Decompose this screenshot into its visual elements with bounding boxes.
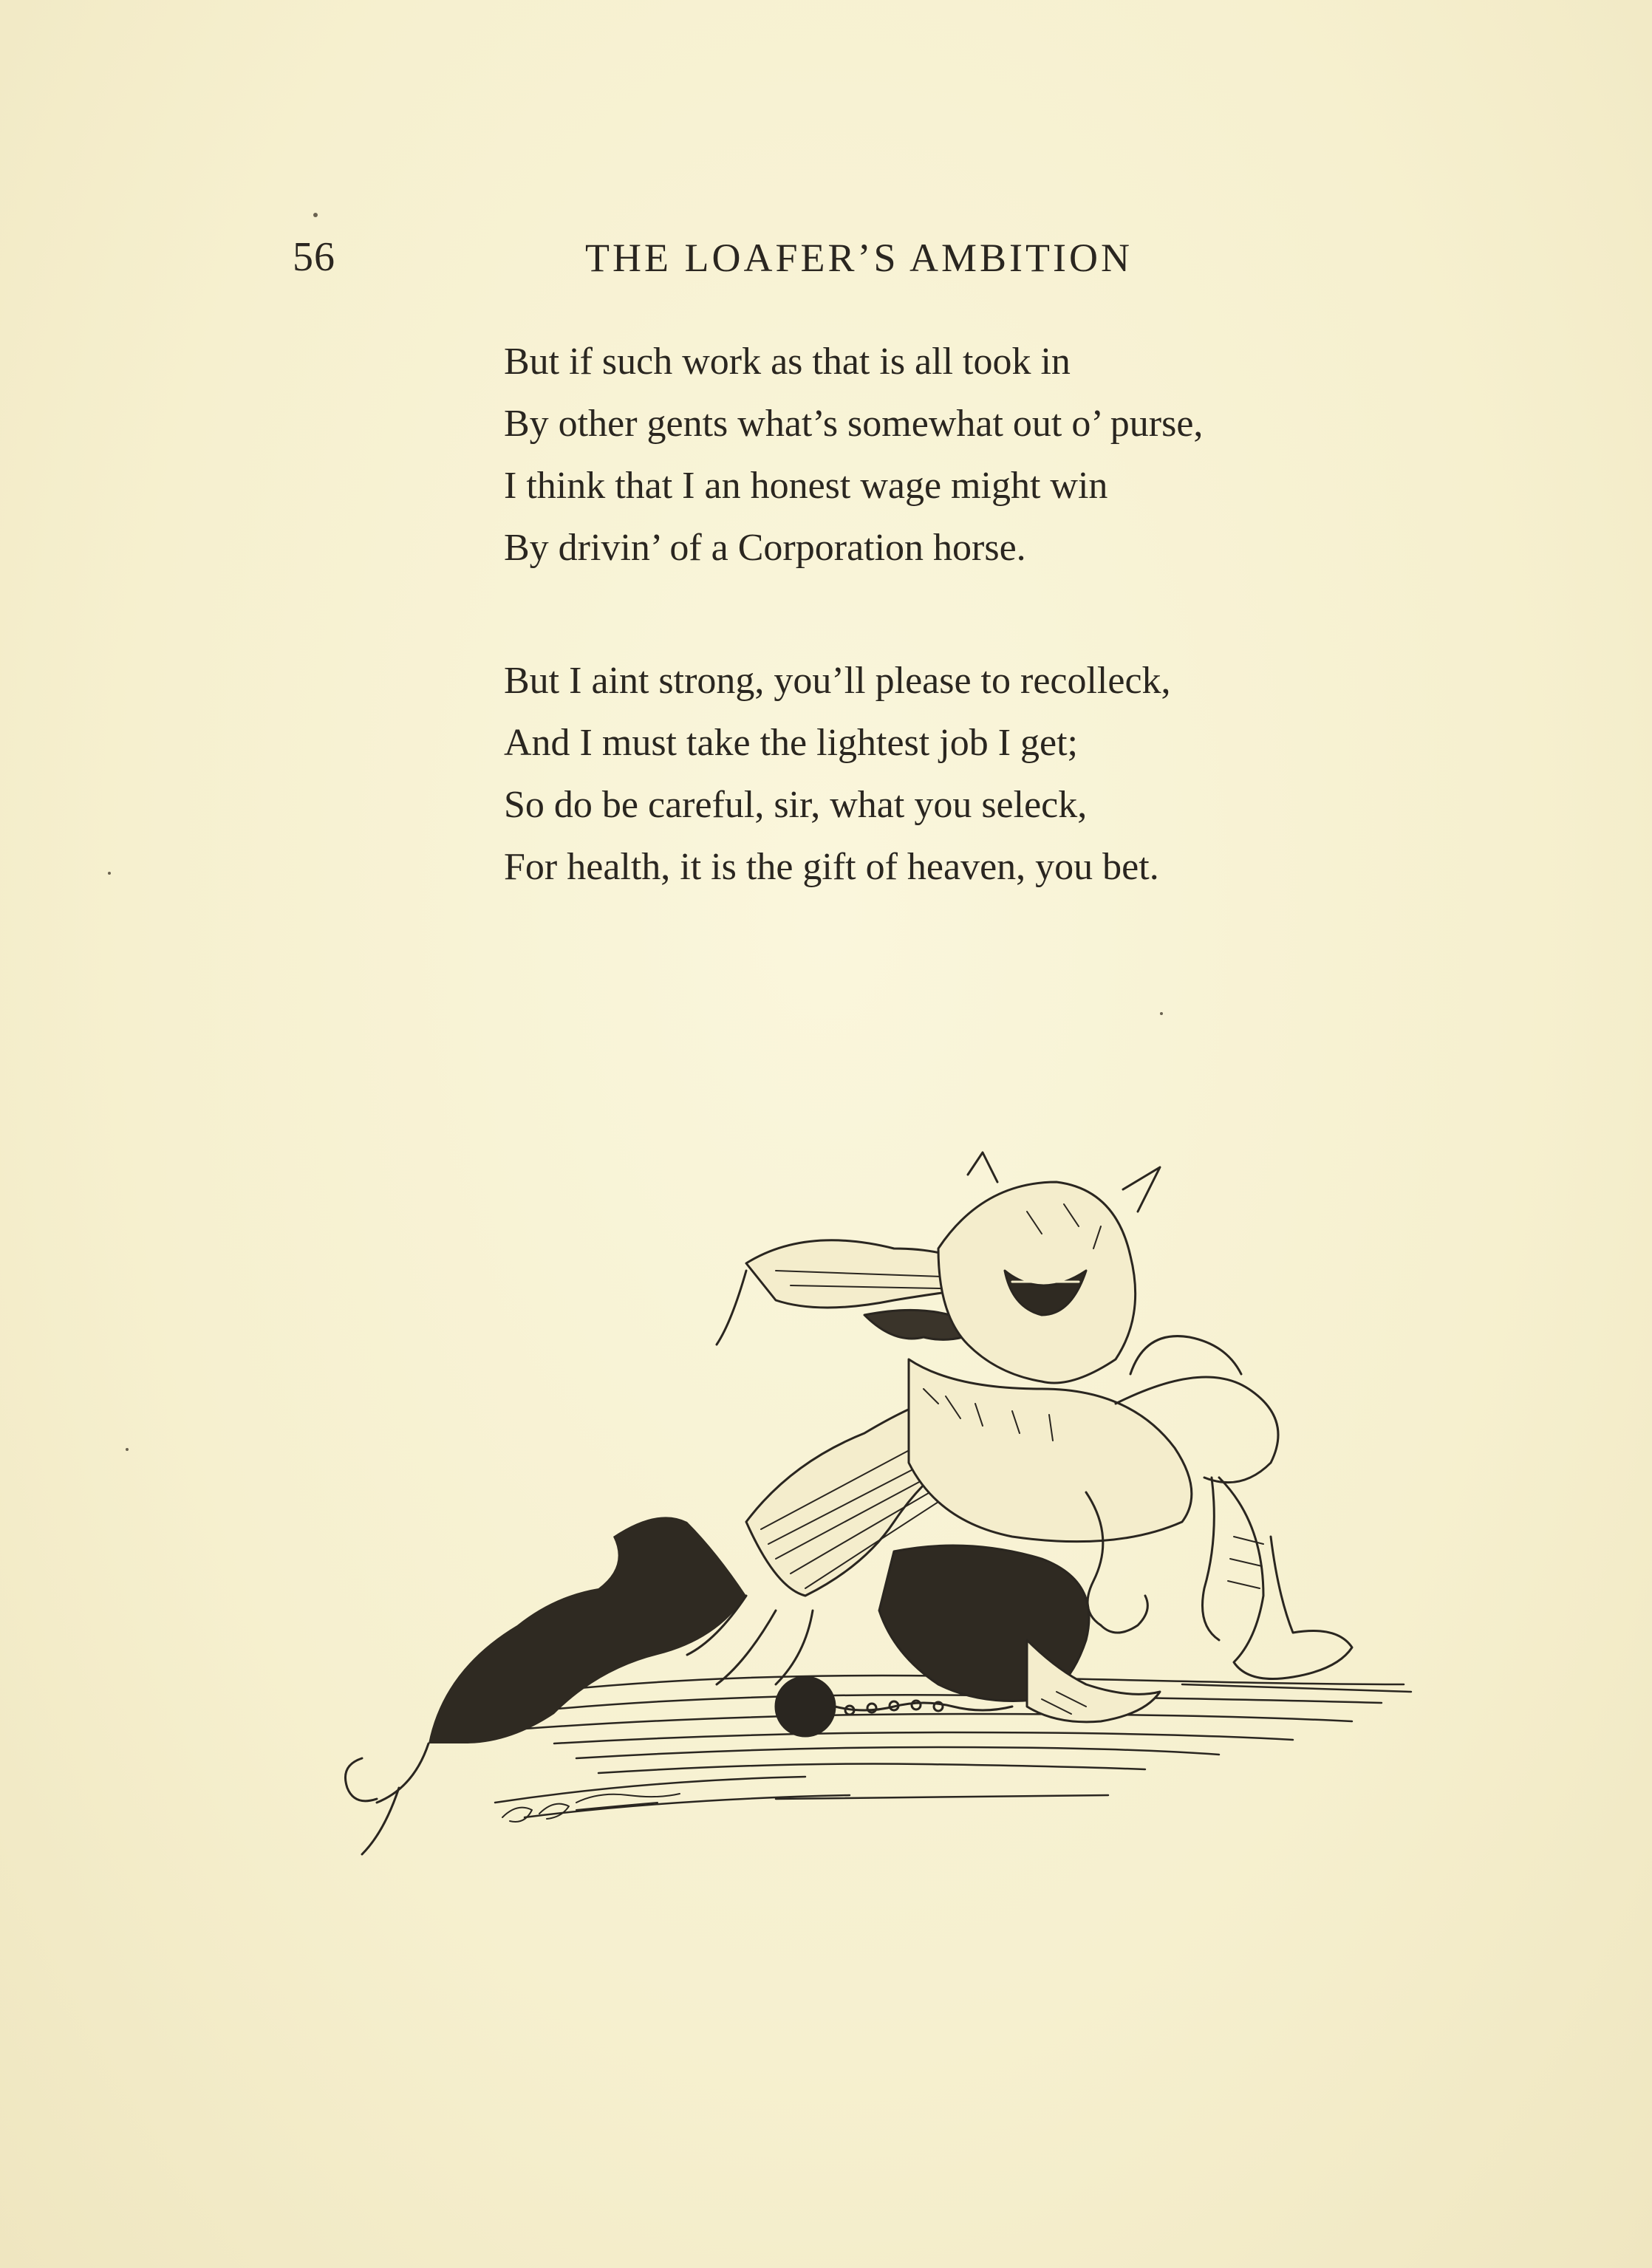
stanza-2: [504, 650, 1390, 898]
verse-line: But if such work as that is all took in: [504, 341, 1071, 383]
paper-speck: [1160, 1012, 1163, 1015]
paper-speck: [313, 213, 318, 217]
verse-line: So do be careful, sir, what you seleck,: [504, 784, 1088, 826]
running-title: THE LOAFER’S AMBITION: [585, 236, 1133, 280]
stanza-1: [504, 331, 1390, 579]
verse-line: For health, it is the gift of heaven, you bet.: [504, 846, 1159, 888]
shadow-mass: [429, 1517, 746, 1743]
paper-speck: [108, 872, 111, 875]
verse-line: I think that I an honest wage might win: [504, 465, 1108, 507]
verse-line: But I aint strong, you’ll please to recolleck,: [504, 660, 1171, 702]
page-number: 56: [293, 234, 335, 280]
loafer-illustration: [332, 1079, 1426, 1862]
verse-line: By drivin’ of a Corporation horse.: [504, 527, 1026, 569]
verse-line: By other gents what’s somewhat out o’ purse,: [504, 403, 1204, 445]
ground-hatching: [480, 1676, 1411, 1817]
paper-speck: [126, 1448, 129, 1451]
verse-line: And I must take the lightest job I get;: [504, 722, 1078, 764]
